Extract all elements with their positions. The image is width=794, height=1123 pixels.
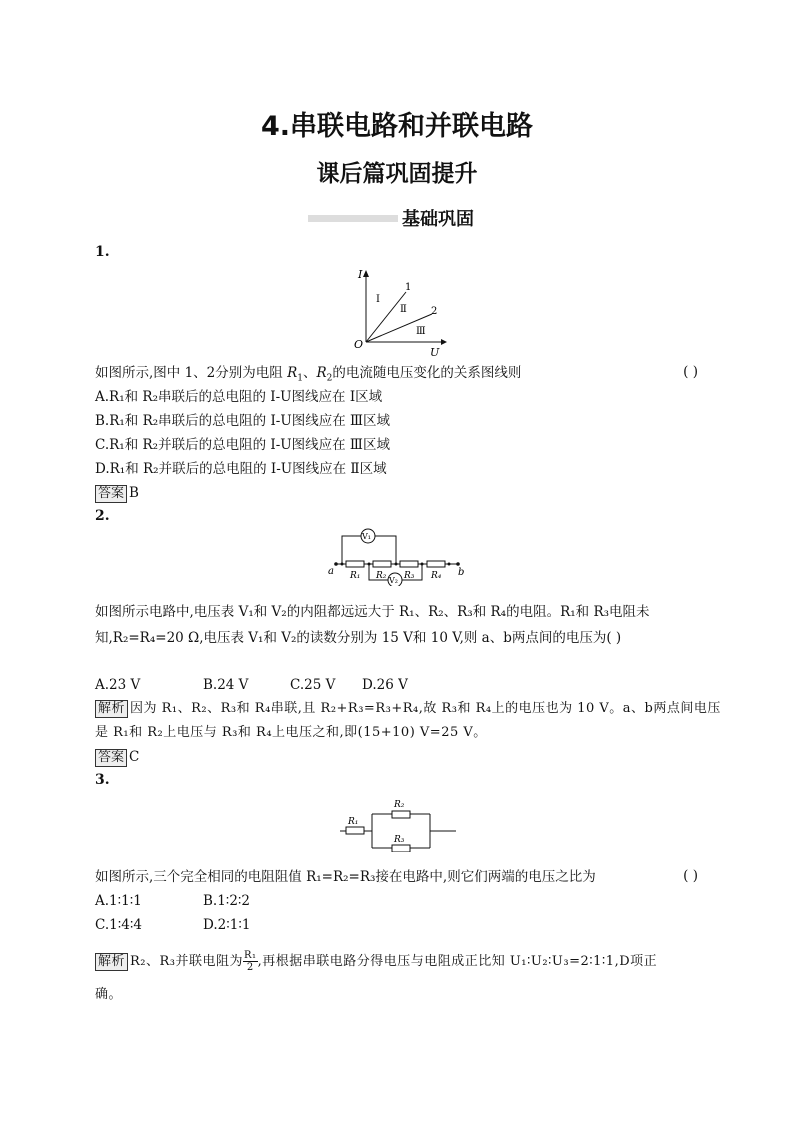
q3-resistor-r3 — [392, 845, 410, 852]
q1-axis-u: U — [430, 346, 440, 358]
q2-resistor-r1 — [346, 561, 364, 567]
q1-line1-label: 1 — [405, 282, 412, 293]
q1-number: 1. — [95, 244, 110, 260]
q1-answer: 答案 B — [95, 484, 139, 503]
q1-axis-i: I — [358, 268, 363, 281]
q1-answer-paren: ( ) — [683, 364, 698, 380]
q1-option-d: D.R₁和 R₂并联后的总电阻的 I-U图线应在 Ⅱ区域 — [95, 461, 387, 477]
q2-option-a: A.23 V — [95, 677, 141, 693]
q3-option-a: A.1∶1∶1 — [95, 893, 142, 909]
answer-tag: 答案 — [95, 485, 127, 503]
q1-stem: 如图所示,图中 1、2分别为电阻 $R_1$、$R_2$的电流随电压变化的关系图线则 — [95, 365, 522, 384]
explain-tag: 解析 — [95, 700, 128, 718]
q1-option-a: A.R₁和 R₂串联后的总电阻的 I-U图线应在 Ⅰ区域 — [95, 389, 383, 405]
section-bar — [308, 215, 398, 222]
q2-resistor-r2 — [373, 561, 391, 567]
q3-explanation-line1: 解析 R₂、R₃并联电阻为 $\frac{\text{R₁}}{2}$ ,再根据串联电路分得电压与电阻成正比知 U₁∶U₂∶U₃=2∶1∶1,D项正 — [95, 950, 657, 973]
q3-option-c: C.1∶4∶4 — [95, 917, 142, 933]
q2-resistor-r3 — [400, 561, 418, 567]
q3-explanation-line2: 确。 — [95, 987, 123, 1002]
q3-fraction: $\frac{\text{R₁}}{2}$ — [244, 950, 257, 973]
q2-option-b: B.24 V — [203, 677, 249, 693]
section-heading — [308, 206, 474, 230]
q3-resistor-r1 — [346, 827, 364, 834]
q1-iu-graph — [352, 268, 448, 358]
q2-option-d: D.26 V — [362, 677, 408, 693]
q2-r2-label: R₂ — [376, 571, 387, 581]
q2-point-b: b — [458, 567, 465, 578]
q3-option-b: B.1∶2∶2 — [203, 893, 251, 909]
q2-r3-label: R₃ — [404, 571, 415, 581]
q2-stem-line2: 知,R₂=R₄=20 Ω,电压表 V₁和 V₂的读数分别为 15 V和 10 V,则 a、b两点间的电压为( ) — [95, 630, 622, 646]
q1-line2-label: 2 — [431, 306, 438, 317]
q3-r2-label: R₂ — [394, 800, 405, 810]
q2-r1-label: R₁ — [350, 571, 361, 581]
answer-tag: 答案 — [95, 749, 127, 767]
q3-number: 3. — [95, 772, 110, 788]
page-title: 4.串联电路和并联电路 — [260, 111, 534, 142]
page-subtitle: 课后篇巩固提升 — [316, 161, 478, 187]
q1-origin: O — [354, 338, 364, 351]
q2-v1-label: V₁ — [362, 532, 371, 541]
q2-resistor-r4 — [427, 561, 445, 567]
q3-answer-paren: ( ) — [683, 868, 698, 884]
section-title: 基础巩固 — [402, 209, 474, 230]
q2-option-c: C.25 V — [290, 677, 336, 693]
q1-option-b: B.R₁和 R₂串联后的总电阻的 I-U图线应在 Ⅲ区域 — [95, 413, 391, 429]
q2-answer: 答案 C — [95, 748, 139, 767]
q1-option-c: C.R₁和 R₂并联后的总电阻的 I-U图线应在 Ⅲ区域 — [95, 437, 390, 453]
explain-tag: 解析 — [95, 953, 128, 971]
q2-stem-line1: 如图所示电路中,电压表 V₁和 V₂的内阻都远远大于 R₁、R₂、R₃和 R₄的电阻。R₁和 R₃电阻未 — [95, 604, 650, 620]
q3-stem: 如图所示,三个完全相同的电阻阻值 R₁=R₂=R₃接在电路中,则它们两端的电压之比为 — [95, 869, 596, 885]
q2-explanation-line2: 是 R₁和 R₂上电压与 R₃和 R₄上电压之和,即(15+10) V=25 V。 — [95, 725, 487, 740]
q3-resistor-r2 — [392, 811, 410, 818]
q3-option-d: D.2∶1∶1 — [203, 917, 251, 933]
q1-region3: Ⅲ — [416, 326, 426, 337]
q2-circuit-diagram — [324, 524, 470, 586]
q3-r3-label: R₃ — [394, 835, 405, 845]
q2-number: 2. — [95, 508, 110, 524]
q2-point-a: a — [328, 566, 334, 577]
q2-r4-label: R₄ — [431, 571, 442, 581]
q1-region1: Ⅰ — [376, 294, 380, 305]
q3-circuit-diagram — [336, 796, 460, 852]
q2-explanation-line1: 解析 因为 R₁、R₂、R₃和 R₄串联,且 R₂+R₃=R₃+R₄,故 R₃和 R₄上的电压也为 10 V。a、b两点间电压 — [95, 700, 721, 718]
q3-r1-label: R₁ — [348, 817, 359, 827]
q2-v2-label: V₂ — [389, 576, 398, 585]
q1-region2: Ⅱ — [400, 304, 407, 315]
